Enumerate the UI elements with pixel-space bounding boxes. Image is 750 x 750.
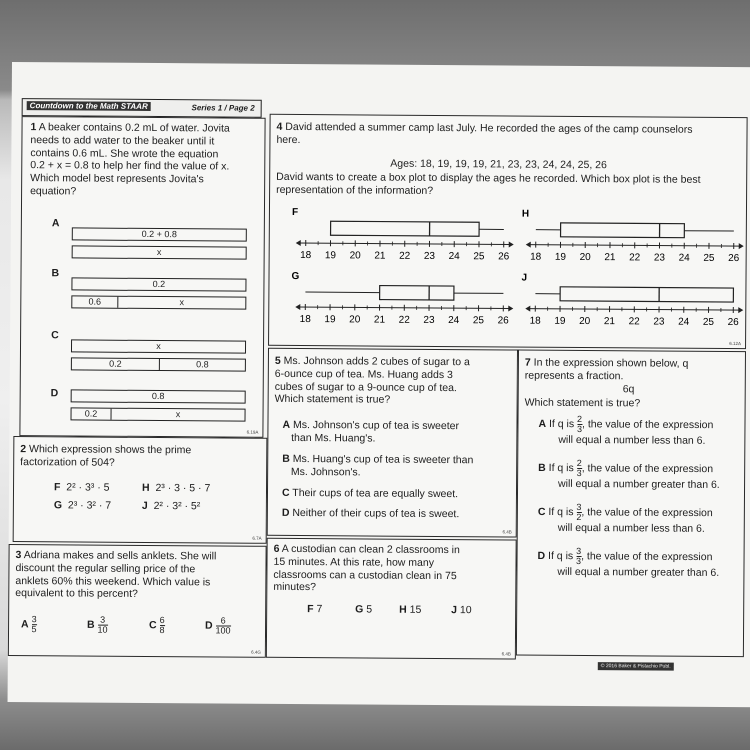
plot-g-tick-label-24: 24 [448, 315, 460, 327]
plot-h-box [561, 223, 685, 238]
q6-option-j-text: 10 [459, 604, 472, 617]
plot-h-tick-label-22: 22 [629, 252, 641, 264]
q2-teks-code: 6.7A [252, 535, 262, 541]
q1-option-b-label: B [51, 267, 60, 280]
plot-j-tick-label-25: 25 [702, 316, 715, 328]
question-5-box [267, 348, 518, 538]
q2-option-h-text: 2³ · 3 · 5 · 7 [155, 482, 211, 495]
q7-option-b-post: , the value of the expression [581, 462, 714, 476]
q6-option-f-label: F [307, 603, 314, 616]
q5-option-b-line-1: Ms. Huang's cup of tea is sweeter than [292, 452, 474, 467]
q7-option-c-post: , the value of the expression [581, 506, 713, 520]
q7-option-b [538, 459, 750, 492]
q7-option-a-pre: If q is [548, 418, 575, 431]
q7-line-1: In the expression shown below, q [533, 356, 689, 370]
q3-option-b-fraction [98, 616, 108, 635]
q7-option-d-label: D [537, 549, 546, 563]
q7-option-c-pre: If q is [548, 506, 574, 519]
plot-g-tick-label-21: 21 [373, 314, 386, 326]
question-5-number: 5 [274, 354, 281, 367]
plot-j-tick-label-21: 21 [603, 316, 616, 328]
q3-option-b-numerator: 3 [98, 616, 108, 626]
q1-option-b-bottom-bar [71, 295, 246, 309]
question-2-number: 2 [20, 443, 27, 456]
q7-option-c-label: C [537, 505, 546, 519]
q7-option-c-denominator: 2 [576, 511, 582, 522]
plot-f-tick-label-22: 22 [399, 250, 411, 262]
question-6-box [266, 538, 517, 660]
box-plot-choices [269, 195, 748, 348]
plot-g-box [380, 286, 454, 301]
countdown-title: Countdown to the Math STAAR [27, 101, 151, 111]
q4-ages: Ages: 18, 19, 19, 19, 21, 23, 23, 24, 24, 25, 26 [390, 157, 607, 172]
q1-option-d-label: D [50, 387, 59, 400]
plot-f-tick-label-19: 19 [324, 250, 337, 262]
q3-option-a-fraction [32, 615, 37, 634]
q6-option-f-text: 7 [316, 603, 323, 616]
q3-option-a-label: A [21, 618, 29, 631]
q6-option-h [399, 604, 421, 617]
q6-option-g-text: 5 [366, 603, 373, 616]
plot-h-arrow-left [526, 242, 531, 248]
q1-option-c-right-text: 0.8 [196, 359, 209, 370]
q3-option-c-fraction [160, 616, 165, 635]
q1-option-c-left-text: 0.2 [109, 358, 122, 369]
plot-j-tick-label-20: 20 [579, 315, 591, 328]
plot-g-tick-label-20: 20 [349, 314, 361, 326]
q5-option-d-label: D [281, 506, 290, 519]
plot-h-tick-label-23: 23 [653, 252, 665, 264]
q7-option-d-denominator: 3 [576, 555, 582, 566]
plot-j-tick-label-23: 23 [653, 316, 665, 328]
q6-option-g [355, 603, 372, 616]
q1-option-b-top-text: 0.2 [152, 278, 166, 290]
q1-teks-code: 6.19A [246, 429, 259, 435]
plot-f-tick-label-18: 18 [300, 250, 312, 262]
plot-h-label: H [521, 208, 530, 220]
question-3-number: 3 [15, 549, 22, 562]
q1-option-b-cell-left [72, 296, 118, 307]
q7-option-a-numerator: 2 [577, 413, 583, 424]
q1-option-b-cell-right [118, 297, 245, 309]
q7-option-c-line-2: will equal a number less than 6. [557, 521, 705, 535]
question-1-text [30, 121, 261, 199]
q6-option-g-label: G [355, 603, 364, 616]
q2-option-j-label: J [141, 499, 148, 512]
plot-j-label: J [521, 272, 528, 284]
plot-h-tick-label-21: 21 [604, 252, 616, 264]
q7-option-b-pre: If q is [548, 462, 574, 475]
question-1-box [19, 116, 265, 438]
plot-f-tick-label-20: 20 [349, 250, 361, 262]
plot-f-tick-label-23: 23 [423, 250, 436, 262]
plot-f-tick-label-25: 25 [473, 251, 485, 263]
q1-option-d-bottom-bar [70, 407, 245, 421]
q2-option-f [54, 481, 110, 494]
q2-line-1: Which expression shows the prime [29, 443, 192, 457]
q7-expression: 6q [622, 383, 635, 396]
question-2-text [20, 443, 191, 470]
q7-option-b-numerator: 2 [576, 457, 582, 468]
q6-line-1: A custodian can clean 2 classrooms in [281, 542, 460, 557]
q1-option-d-cell-left [72, 408, 112, 419]
q6-option-j [451, 604, 472, 617]
q4-teks-code: 6.12A [729, 341, 742, 347]
q6-option-h-text: 15 [409, 603, 422, 616]
plot-h-tick-label-18: 18 [530, 251, 542, 263]
q1-option-c-top-bar [71, 339, 246, 353]
q3-option-d [205, 616, 231, 635]
q7-option-d-numerator: 3 [576, 545, 582, 556]
q5-option-a [282, 419, 459, 446]
q2-option-g-label: G [53, 499, 63, 512]
plot-j-tick-label-26: 26 [727, 317, 739, 329]
q4-line-1: David attended a summer camp last July. He recorded the ages of the camp counselors [285, 120, 693, 136]
plot-g-label: G [291, 270, 300, 283]
q7-option-a-denominator: 3 [576, 423, 583, 434]
question-1-number: 1 [30, 121, 37, 134]
q1-line-1: A beaker contains 0.2 mL of water. Jovita [38, 121, 230, 135]
q3-option-a-numerator: 3 [31, 614, 37, 625]
plot-h-tick-label-20: 20 [579, 251, 591, 264]
q5-option-c [282, 487, 458, 501]
q7-line-2: represents a fraction. [524, 369, 624, 383]
q6-line-4: minutes? [273, 581, 316, 594]
plot-f-label: F [291, 206, 299, 219]
q1-option-c-cell-right [160, 359, 245, 371]
q3-line-3: anklets 60% this weekend. Which value is [15, 574, 211, 588]
q4-line-3: David wants to create a box plot to display the ages he recorded. Which box plot is the best [276, 170, 701, 186]
q6-line-3: classrooms can a custodian clean in 75 [273, 568, 457, 582]
q6-teks-code: 6.4B [501, 651, 511, 657]
plot-f-arrow-left [296, 240, 301, 246]
copyright-text: © 2016 Baker & Pistachio Publ. [600, 663, 671, 670]
question-6-number: 6 [273, 542, 280, 555]
plot-f-tick-label-21: 21 [374, 250, 386, 262]
q7-question: Which statement is true? [524, 396, 641, 410]
q3-teks-code: 6.4G [251, 649, 261, 655]
q3-option-d-numerator: 6 [216, 616, 231, 626]
q2-option-h [142, 482, 210, 495]
plot-j-tick-label-24: 24 [678, 316, 690, 328]
q2-option-f-text: 2² · 3³ · 5 [66, 481, 110, 494]
q7-option-d-pre: If q is [548, 550, 574, 563]
plot-h-tick-label-26: 26 [728, 253, 740, 265]
q7-option-b-line-2: will equal a number greater than 6. [558, 477, 720, 491]
plot-f-box [331, 221, 480, 236]
series-label: Series 1 / Page 2 [191, 103, 255, 113]
q5-option-c-label: C [281, 486, 290, 499]
question-3-text [15, 549, 216, 602]
q5-option-b-label: B [282, 452, 290, 465]
q2-option-h-label: H [141, 481, 150, 494]
q2-line-2: factorization of 504? [20, 455, 115, 469]
q7-option-a [538, 415, 750, 448]
plot-h-arrow-right [739, 243, 744, 249]
q1-option-c-top-text: x [156, 341, 161, 352]
q3-option-d-fraction [216, 616, 231, 635]
question-7-text [525, 357, 689, 384]
q3-option-c-label: C [149, 619, 157, 632]
q7-option-a-line-2: will equal a number less than 6. [558, 433, 706, 447]
plot-f-tick-label-24: 24 [448, 251, 460, 263]
plot-f-arrow-right [509, 241, 514, 247]
q3-option-c-denominator: 8 [159, 625, 165, 636]
plot-h-tick-label-25: 25 [703, 252, 715, 264]
question-6-text [273, 543, 460, 595]
plot-j-tick-label-22: 22 [628, 316, 640, 328]
q5-option-b [282, 453, 473, 480]
question-2-box [13, 436, 268, 544]
q1-line-6: equation? [30, 185, 77, 198]
q1-option-a-bottom-text: x [156, 247, 162, 258]
q5-option-b-line-2: Ms. Johnson's. [290, 465, 361, 479]
q7-option-b-denominator: 3 [576, 467, 582, 478]
q3-line-2: discount the regular selling price of the [15, 561, 196, 576]
q2-option-j [142, 500, 200, 513]
plot-g-tick-label-25: 25 [472, 315, 485, 327]
q5-option-d-line-1: Neither of their cups of tea is sweet. [292, 506, 460, 521]
question-7-number: 7 [524, 356, 531, 369]
q1-option-c-cell-left [72, 358, 160, 370]
q1-option-a-label: A [51, 217, 60, 230]
plot-j-arrow-right [738, 307, 743, 313]
q7-option-c-numerator: 3 [576, 501, 582, 512]
plot-g-arrow-left [295, 304, 300, 310]
q3-option-b-label: B [87, 618, 95, 631]
q1-option-a-top-text: 0.2 + 0.8 [141, 228, 177, 240]
q5-option-a-line-2: than Ms. Huang's. [291, 431, 376, 445]
q3-line-1: Adriana makes and sells anklets. She will [23, 549, 217, 563]
q7-option-b-label: B [538, 461, 546, 475]
q5-option-d [282, 507, 460, 521]
q1-option-d-left-text: 0.2 [84, 408, 98, 419]
plot-g-whisker-left [305, 292, 379, 293]
plot-j-tick-label-19: 19 [554, 315, 566, 327]
q5-option-a-line-1: Ms. Johnson's cup of tea is sweeter [292, 418, 460, 433]
q4-line-4: representation of the information? [276, 183, 434, 197]
q7-option-a-label: A [538, 417, 547, 431]
q6-line-2: 15 minutes. At this rate, how many [273, 555, 435, 569]
q3-option-d-denominator: 100 [215, 625, 231, 636]
q5-teks-code: 6.4B [502, 529, 512, 535]
q1-option-b-right-text: x [179, 297, 185, 308]
q1-option-b-left-text: 0.6 [88, 296, 102, 307]
header-badge [22, 98, 262, 118]
plot-f-tick-label-26: 26 [498, 251, 510, 263]
q5-line-2: 6-ounce cup of tea. Ms. Huang adds 3 [274, 367, 453, 381]
question-4-box [268, 114, 748, 349]
question-4-text [276, 121, 692, 149]
q4-line-2: here. [276, 133, 301, 146]
q5-line-3: cubes of sugar to a 9-ounce cup of tea. [274, 380, 457, 394]
plot-h-tick-label-19: 19 [554, 251, 567, 263]
q5-line-4: Which statement is true? [274, 393, 391, 407]
q1-option-c-bottom-bar [71, 357, 246, 371]
q2-option-g [54, 499, 111, 512]
q7-option-a-post: , the value of the expression [581, 418, 714, 432]
q7-option-d-post: , the value of the expression [581, 550, 713, 564]
q2-option-f-label: F [53, 481, 61, 494]
plot-j-tick-label-18: 18 [529, 315, 541, 327]
q7-option-d-line-2: will equal a number greater than 6. [557, 565, 720, 579]
worksheet-page [8, 62, 750, 707]
question-7-box [516, 350, 746, 658]
q5-option-c-line-1: Their cups of tea are equally sweet. [292, 486, 459, 501]
question-5-text [275, 355, 470, 408]
plot-j-arrow-left [525, 306, 530, 312]
plot-g-tick-label-23: 23 [423, 314, 435, 326]
plot-j-box [560, 287, 733, 302]
q1-line-2: needs to add water to the beaker until it [30, 133, 215, 148]
copyright-footer [598, 662, 674, 671]
q1-line-3: contains 0.6 mL. She wrote the equation [30, 146, 219, 161]
q2-option-j-text: 2² · 3² · 5² [153, 499, 201, 513]
q1-option-b-top-bar [71, 277, 246, 291]
q6-option-j-label: J [451, 604, 458, 617]
plot-g-tick-label-19: 19 [324, 314, 336, 326]
plot-g-arrow-right [508, 305, 513, 311]
q2-option-g-text: 2³ · 3² · 7 [67, 499, 112, 512]
q1-line-4: 0.2 + x = 0.8 to help her find the value of x. [30, 159, 230, 173]
plot-h-tick-label-24: 24 [678, 252, 690, 264]
q1-option-c-label: C [51, 329, 59, 342]
q5-option-a-label: A [282, 418, 291, 431]
q3-option-c [149, 616, 165, 635]
q3-option-a [21, 615, 37, 634]
q3-option-b [87, 616, 108, 635]
q3-option-b-denominator: 10 [97, 624, 108, 635]
q1-option-d-top-text: 0.8 [151, 390, 165, 402]
plot-g-tick-label-26: 26 [497, 315, 509, 327]
q3-option-a-denominator: 5 [31, 624, 37, 635]
plot-g-tick-label-18: 18 [299, 314, 311, 326]
q3-option-c-numerator: 6 [159, 615, 165, 626]
plot-g-tick-label-22: 22 [398, 314, 410, 326]
q1-option-a-top-bar [72, 227, 247, 241]
q5-line-1: Ms. Johnson adds 2 cubes of sugar to a [283, 354, 470, 369]
q6-option-f [307, 603, 322, 616]
q1-line-5: Which model best represents Jovita's [30, 172, 204, 186]
q1-option-a-bottom-bar [72, 245, 247, 259]
question-3-box [8, 544, 267, 658]
q1-option-d-top-bar [71, 389, 246, 403]
q1-option-d-right-text: x [175, 409, 181, 420]
question-4-number: 4 [276, 120, 283, 133]
q3-option-d-label: D [205, 619, 213, 632]
q6-option-h-label: H [399, 603, 407, 616]
q3-line-4: equivalent to this percent? [15, 587, 138, 601]
q7-option-d [537, 547, 750, 580]
q7-option-c [538, 503, 750, 536]
q1-option-d-cell-right [112, 409, 245, 421]
